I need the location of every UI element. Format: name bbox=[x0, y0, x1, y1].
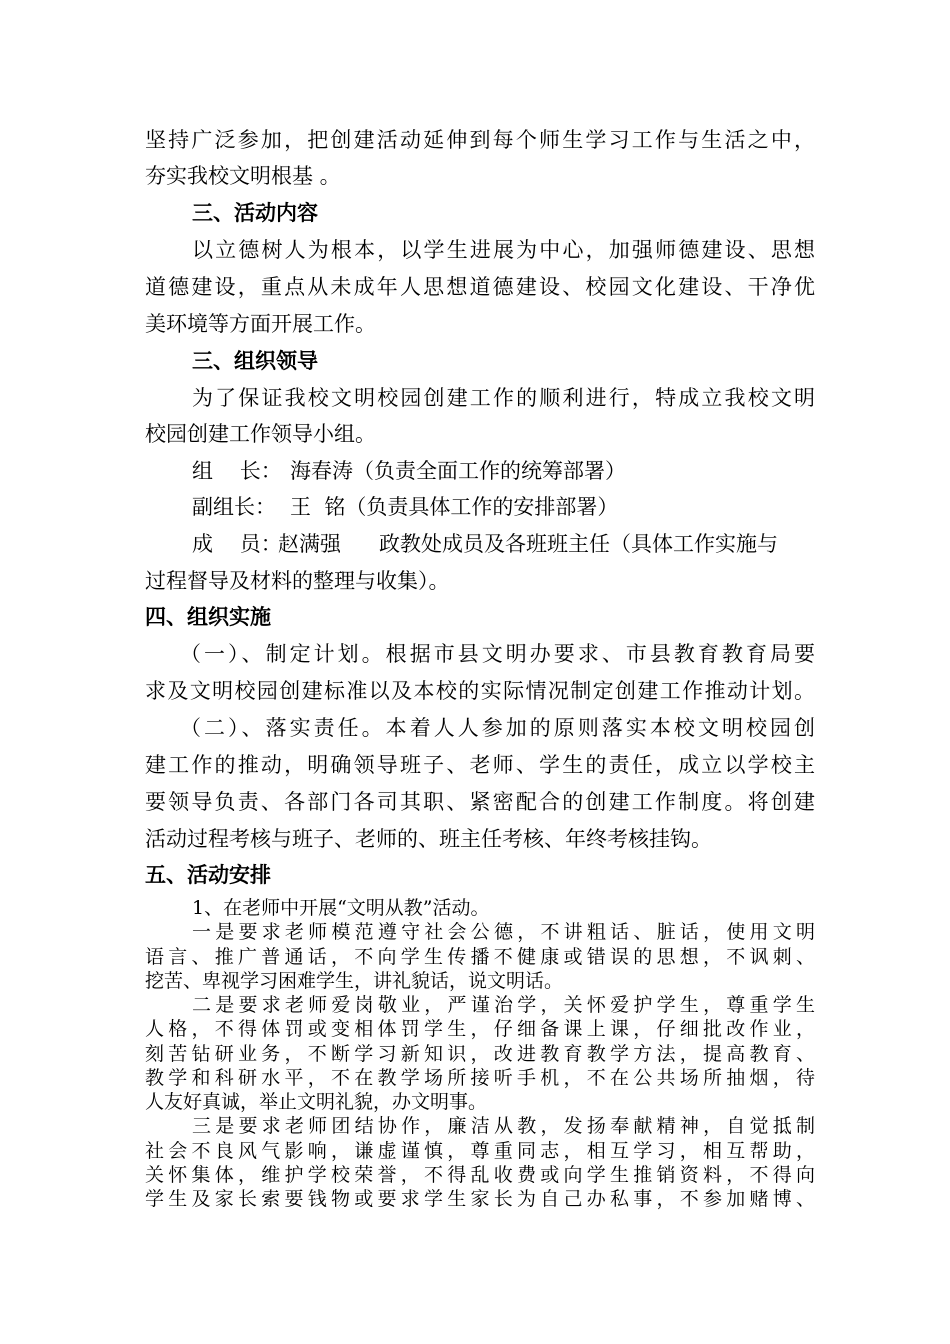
deputy-label: 副组长： bbox=[192, 495, 276, 519]
leader-row bbox=[192, 458, 815, 484]
section-heading: 五、活动安排 bbox=[145, 862, 271, 887]
leader-label: 组 长： bbox=[192, 459, 282, 483]
deputy-row bbox=[192, 494, 815, 520]
paragraph-line: 关怀集体，维护学校荣誉，不得乱收费或向学生推销资料，不得向 bbox=[145, 1164, 815, 1186]
leader-text: 海春涛（负责全面工作的统筹部署） bbox=[290, 459, 626, 483]
paragraph-line: 人友好真诚，举止文明礼貌，办文明事。 bbox=[145, 1091, 488, 1113]
member-row bbox=[192, 531, 815, 557]
paragraph-line: 要领导负责、各部门各司其职、紧密配合的创建工作制度。将创建 bbox=[145, 790, 815, 814]
paragraph-line: 坚持广泛参加，把创建活动延伸到每个师生学习工作与生活之中， bbox=[145, 128, 815, 152]
paragraph-line: 挖苦、卑视学习困难学生，讲礼貌话，说文明话。 bbox=[145, 970, 564, 992]
member-label: 成 员： bbox=[192, 532, 282, 556]
paragraph-line: 人格，不得体罚或变相体罚学生，仔细备课上课，仔细批改作业， bbox=[145, 1018, 815, 1040]
paragraph-line: 为了保证我校文明校园创建工作的顺利进行，特成立我校文明 bbox=[192, 386, 815, 410]
paragraph-line: 刻苦钻研业务，不断学习新知识，改进教育教学方法，提高教育、 bbox=[145, 1043, 815, 1065]
section-heading: 三、组织领导 bbox=[192, 348, 318, 373]
section-heading: 三、活动内容 bbox=[192, 200, 318, 225]
section-heading: 四、组织实施 bbox=[145, 604, 271, 629]
paragraph-line: （一）、制定计划。根据市县文明办要求、市县教育教育局要 bbox=[180, 642, 815, 666]
paragraph-line: 道德建设，重点从未成年人思想道德建设、校园文化建设、干净优 bbox=[145, 275, 815, 299]
deputy-text: 王 铭（负责具体工作的安排部署） bbox=[290, 495, 619, 519]
paragraph-line: 建工作的推动，明确领导班子、老师、学生的责任，成立以学校主 bbox=[145, 753, 815, 777]
paragraph-line: 学生及家长索要钱物或要求学生家长为自己办私事，不参加赌博、 bbox=[145, 1188, 815, 1210]
paragraph-line: 三是要求老师团结协作，廉洁从教，发扬奉献精神，自觉抵制 bbox=[192, 1115, 815, 1137]
paragraph-line: 求及文明校园创建标准以及本校的实际情况制定创建工作推动计划。 bbox=[145, 679, 815, 703]
paragraph-line: 美环境等方面开展工作。 bbox=[145, 312, 376, 336]
member-name: 赵满强 bbox=[278, 532, 341, 556]
paragraph-line: 语言、推广普通话，不向学生传播不健康或错误的思想，不讽刺、 bbox=[145, 946, 815, 968]
paragraph-line: 夯实我校文明根基 。 bbox=[145, 164, 341, 188]
subsection-title: 1、在老师中开展“文明从教”活动。 bbox=[192, 897, 490, 919]
paragraph-line: 以立德树人为根本，以学生进展为中心，加强师德建设、思想 bbox=[192, 238, 815, 262]
member-text: 政教处成员及各班班主任（具体工作实施与 bbox=[379, 532, 778, 556]
paragraph-line: 教学和科研水平，不在教学场所接听手机，不在公共场所抽烟，待 bbox=[145, 1067, 815, 1089]
paragraph-line: 过程督导及材料的整理与收集）。 bbox=[145, 569, 450, 593]
paragraph-line: 二是要求老师爱岗敬业，严谨治学，关怀爱护学生，尊重学生 bbox=[192, 994, 815, 1016]
paragraph-line: 活动过程考核与班子、老师的、班主任考核、年终考核挂钩。 bbox=[145, 827, 712, 851]
paragraph-line: （二）、落实责任。本着人人参加的原则落实本校文明校园创 bbox=[180, 716, 815, 740]
paragraph-line: 社会不良风气影响，谦虚谨慎，尊重同志，相互学习，相互帮助， bbox=[145, 1140, 815, 1162]
paragraph-line: 一是要求老师模范遵守社会公德，不讲粗话、脏话，使用文明 bbox=[192, 921, 815, 943]
paragraph-line: 校园创建工作领导小组。 bbox=[145, 422, 376, 446]
